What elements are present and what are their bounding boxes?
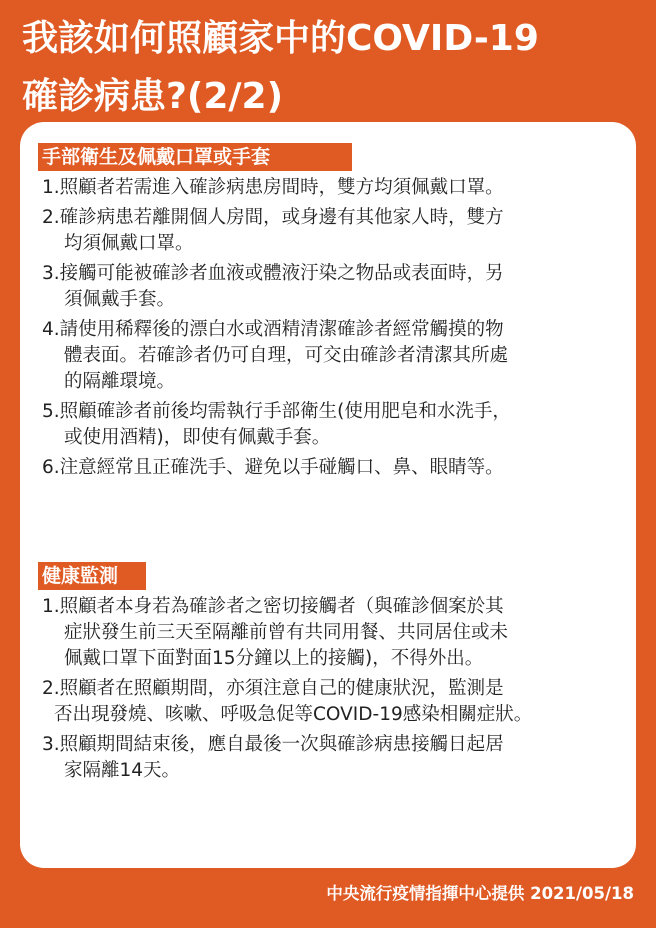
list-item: [42, 594, 532, 672]
list-item: [42, 732, 532, 784]
list-item-line: 4.請使用稀釋後的漂白水或酒精清潔確診者經常觸摸的物: [42, 319, 504, 340]
list-item-line: 均須佩戴口罩。: [64, 233, 194, 254]
list-item-line: 6.注意經常且正確洗手、避免以手碰觸口、鼻、眼睛等。: [42, 457, 504, 478]
section-heading: 健康監測: [38, 562, 146, 590]
list-item-line: 1.照顧者本身若為確診者之密切接觸者（與確診個案於其: [42, 596, 504, 617]
list-item-line: 的隔離環境。: [64, 371, 176, 392]
section-heading: 手部衛生及佩戴口罩或手套: [38, 143, 352, 171]
list-item-line: 佩戴口罩下面對面15分鐘以上的接觸)，不得外出。: [64, 648, 484, 669]
list-item: [42, 205, 511, 257]
content-card: [20, 122, 636, 868]
list-item-line: 2.照顧者在照顧期間，亦須注意自己的健康狀況，監測是: [42, 678, 504, 699]
list-item-line: 2.確診病患若離開個人房間，或身邊有其他家人時，雙方: [42, 207, 504, 228]
list-item-line: 症狀發生前三天至隔離前曾有共同用餐、共同居住或未: [64, 622, 509, 643]
list-item-line: 5.照顧確診者前後均需執行手部衛生(使用肥皂和水洗手，: [42, 401, 511, 422]
list-item-line: 體表面。若確診者仍可自理，可交由確診者清潔其所處: [64, 345, 509, 366]
list-item: [42, 175, 511, 201]
list-item-line: 1.照顧者若需進入確診病患房間時，雙方均須佩戴口罩。: [42, 177, 504, 198]
title-line-2: 確診病患?(2/2): [22, 76, 284, 117]
list-item: [42, 317, 511, 395]
list-item: [42, 261, 511, 313]
list-item: [42, 455, 511, 481]
list-item-line: 須佩戴手套。: [64, 289, 176, 310]
list-item: [42, 399, 511, 451]
section-monitoring: [38, 562, 532, 784]
list-item: [42, 676, 532, 728]
list-item-line: 否出現發燒、咳嗽、呼吸急促等COVID-19感染相關症狀。: [54, 704, 533, 725]
section-hygiene: [38, 143, 511, 481]
title-line-1: 我該如何照顧家中的COVID-19: [22, 18, 539, 59]
list-item-line: 3.照顧期間結束後，應自最後一次與確診病患接觸日起居: [42, 734, 504, 755]
footer-credit: 中央流行疫情指揮中心提供 2021/05/18: [326, 884, 634, 903]
list-item-line: 家隔離14天。: [64, 760, 181, 781]
page-title: [22, 10, 539, 126]
list-item-line: 或使用酒精)，即使有佩戴手套。: [64, 427, 331, 448]
list-item-line: 3.接觸可能被確診者血液或體液汙染之物品或表面時，另: [42, 263, 504, 284]
